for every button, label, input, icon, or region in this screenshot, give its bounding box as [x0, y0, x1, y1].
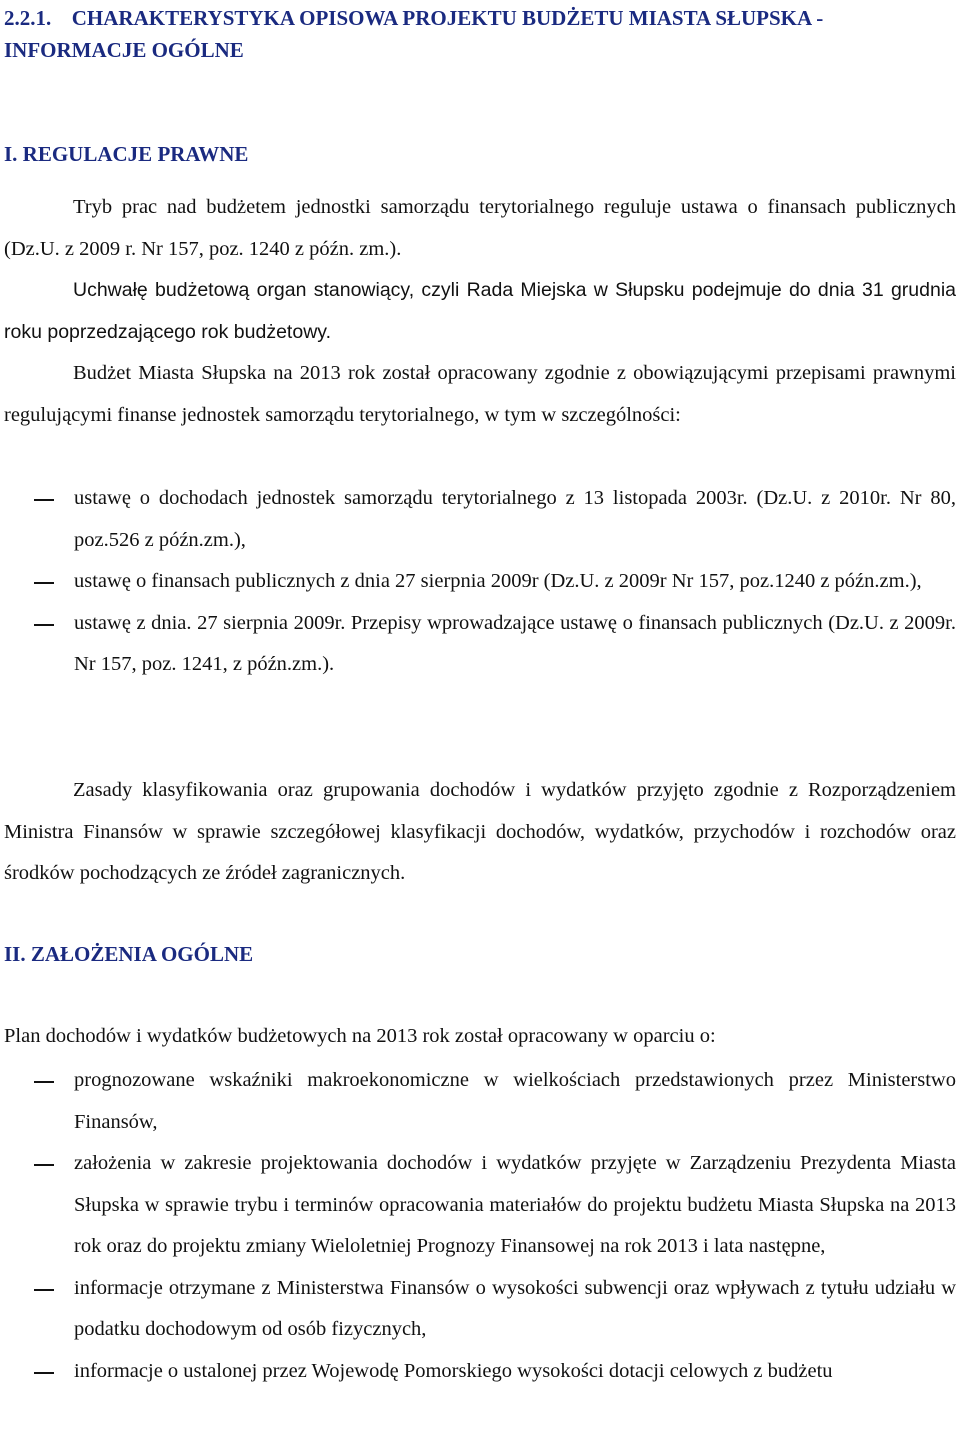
dash-bullet-icon	[34, 1289, 54, 1291]
heading-number: 2.2.1.	[4, 6, 52, 30]
list-item-text: prognozowane wskaźniki makroekonomiczne w wielkościach przedstawionych przez Ministerstwo Finansów,	[74, 1069, 956, 1133]
section-1-paragraph-3	[4, 353, 956, 436]
section-1-paragraph-2	[4, 270, 956, 353]
list-item-text: informacje o ustalonej przez Wojewodę Pomorskiego wysokości dotacji celowych z budżetu	[74, 1359, 833, 1382]
section-2-title: II. ZAŁOŻENIA OGÓLNE	[4, 942, 254, 966]
list-item	[0, 478, 956, 561]
list-item	[0, 1268, 956, 1351]
list-item	[0, 561, 956, 603]
dash-bullet-icon	[34, 1372, 54, 1374]
paragraph-text: Plan dochodów i wydatków budżetowych na 2013 rok został opracowany w oparciu o:	[4, 1025, 716, 1047]
list-item	[0, 1060, 956, 1143]
section-2-intro	[4, 1016, 956, 1058]
dash-bullet-icon	[34, 582, 54, 584]
heading-title: CHARAKTERYSTYKA OPISOWA PROJEKTU BUDŻETU MIASTA SŁUPSKA - INFORMACJE OGÓLNE	[4, 6, 824, 62]
list-item	[0, 1351, 956, 1393]
dash-bullet-icon	[34, 499, 54, 501]
dash-bullet-icon	[34, 1164, 54, 1166]
legal-acts-list	[0, 478, 956, 686]
paragraph-text: Uchwałę budżetową organ stanowiący, czyli Rada Miejska w Słupsku podejmuje do dnia 31 grudnia roku poprzedzającego rok budżetowy.	[4, 279, 956, 343]
section-1-paragraph-1	[4, 187, 956, 270]
list-item-text: ustawę o dochodach jednostek samorządu terytorialnego z 13 listopada 2003r. (Dz.U. z 2010r. Nr 80, poz.526 z późn.zm.),	[74, 487, 956, 551]
list-item	[0, 1143, 956, 1268]
paragraph-text: Zasady klasyfikowania oraz grupowania dochodów i wydatków przyjęto zgodnie z Rozporządzeniem Ministra Finansów w sprawie szczegółowej klasyfikacji dochodów, wydatków, przychodów i rozchodów oraz środków pochodzących ze źródeł zagranicznych.	[4, 779, 956, 884]
list-item	[0, 603, 956, 686]
list-item-text: ustawę z dnia. 27 sierpnia 2009r. Przepisy wprowadzające ustawę o finansach publicznych (Dz.U. z 2009r. Nr 157, poz. 1241, z późn.zm.).	[74, 611, 956, 675]
assumptions-list	[0, 1060, 956, 1392]
dash-bullet-icon	[34, 1081, 54, 1083]
section-1-title: I. REGULACJE PRAWNE	[4, 142, 249, 166]
list-item-text: informacje otrzymane z Ministerstwa Finansów o wysokości subwencji oraz wpływach z tytułu udziału w podatku dochodowym od osób fizycznych,	[74, 1276, 956, 1340]
document-heading	[4, 2, 954, 66]
list-item-text: ustawę o finansach publicznych z dnia 27 sierpnia 2009r (Dz.U. z 2009r Nr 157, poz.1240 z późn.zm.),	[74, 570, 922, 592]
paragraph-text: Tryb prac nad budżetem jednostki samorządu terytorialnego reguluje ustawa o finansach publicznych (Dz.U. z 2009 r. Nr 157, poz. 1240 z późn. zm.).	[4, 196, 956, 260]
dash-bullet-icon	[34, 624, 54, 626]
paragraph-text: Budżet Miasta Słupska na 2013 rok został opracowany zgodnie z obowiązującymi przepisami prawnymi regulującymi finanse jednostek samorządu terytorialnego, w tym w szczególności:	[4, 362, 956, 426]
list-item-text: założenia w zakresie projektowania dochodów i wydatków przyjęte w Zarządzeniu Prezydenta Miasta Słupska w sprawie trybu i terminów opracowania materiałów do projektu budżetu Miasta Słupska na 2013 rok oraz do projektu zmiany Wieloletniej Prognozy Finansowej na rok 2013 i lata następne,	[74, 1152, 956, 1257]
classification-paragraph	[4, 770, 956, 895]
